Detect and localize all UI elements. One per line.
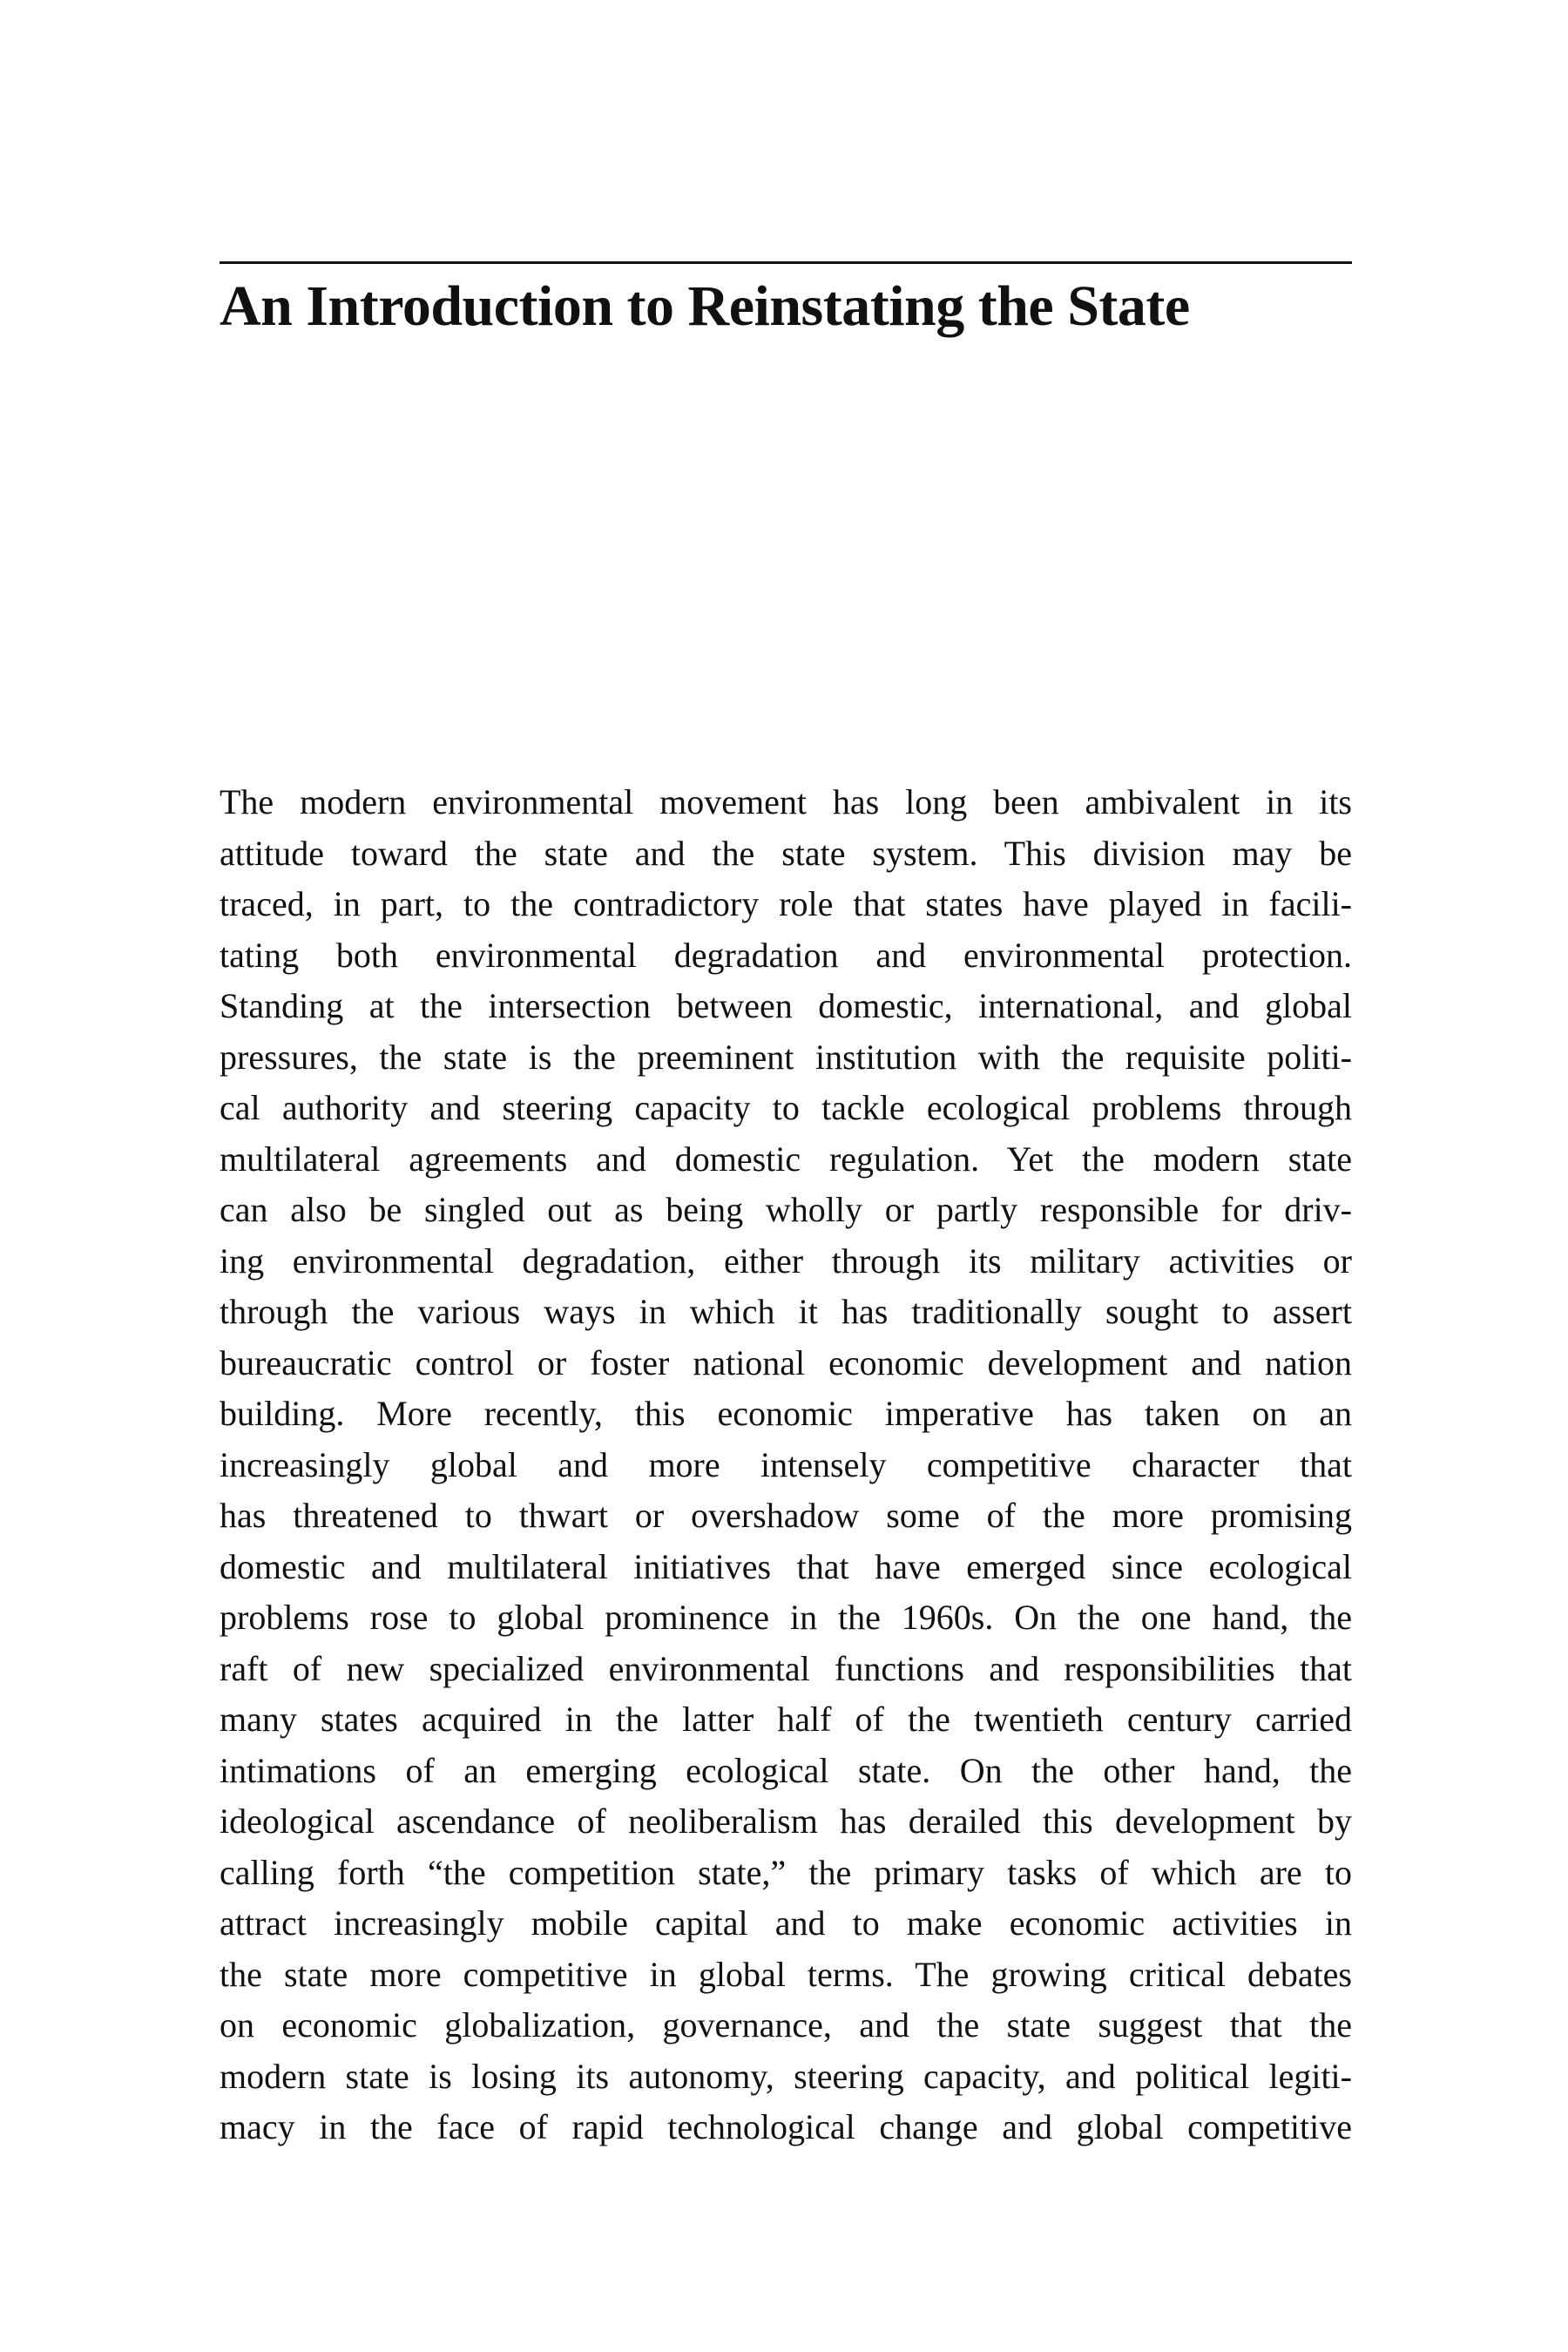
text-line: tating both environmental degradation and environmental protection. bbox=[220, 935, 1352, 975]
text-line: problems rose to global prominence in the 1960s. On the one hand, the bbox=[220, 1598, 1352, 1637]
text-line: traced, in part, to the contradictory role that states have played in facili- bbox=[220, 884, 1352, 923]
chapter-title: An Introduction to Reinstating the State bbox=[220, 274, 1190, 338]
body-paragraph bbox=[220, 777, 1352, 2153]
text-line: attitude toward the state and the state system. This division may be bbox=[220, 833, 1352, 873]
text-line: many states acquired in the latter half of the twentieth century carried bbox=[220, 1700, 1352, 1739]
text-line: macy in the face of rapid technological change and global competitive bbox=[220, 2107, 1352, 2146]
text-line: Standing at the intersection between domestic, international, and global bbox=[220, 986, 1352, 1025]
text-line: on economic globalization, governance, and the state suggest that the bbox=[220, 2005, 1352, 2044]
text-line: The modern environmental movement has long been ambivalent in its bbox=[220, 782, 1352, 821]
text-line: through the various ways in which it has traditionally sought to assert bbox=[220, 1292, 1352, 1331]
text-line: modern state is losing its autonomy, steering capacity, and political legiti- bbox=[220, 2056, 1352, 2096]
text-line: building. More recently, this economic imperative has taken on an bbox=[220, 1394, 1352, 1433]
text-line: domestic and multilateral initiatives that have emerged since ecological bbox=[220, 1546, 1352, 1586]
text-line: intimations of an emerging ecological state. On the other hand, the bbox=[220, 1750, 1352, 1790]
text-line: the state more competitive in global terms. The growing critical debates bbox=[220, 1954, 1352, 1994]
text-line: calling forth “the competition state,” the primary tasks of which are to bbox=[220, 1852, 1352, 1892]
text-line: raft of new specialized environmental functions and responsibilities that bbox=[220, 1648, 1352, 1688]
text-line: bureaucratic control or foster national economic development and nation bbox=[220, 1342, 1352, 1382]
text-line: pressures, the state is the preeminent institution with the requisite politi- bbox=[220, 1037, 1352, 1077]
text-line: can also be singled out as being wholly or partly responsible for driv- bbox=[220, 1190, 1352, 1229]
text-line: ideological ascendance of neoliberalism has derailed this development by bbox=[220, 1801, 1352, 1841]
text-line: multilateral agreements and domestic regulation. Yet the modern state bbox=[220, 1139, 1352, 1179]
text-line: ing environmental degradation, either through its military activities or bbox=[220, 1240, 1352, 1281]
title-rule bbox=[220, 261, 1352, 264]
text-line: has threatened to thwart or overshadow some of the more promising bbox=[220, 1496, 1352, 1535]
text-line: attract increasingly mobile capital and to make economic activities in bbox=[220, 1903, 1352, 1943]
text-line: cal authority and steering capacity to tackle ecological problems through bbox=[220, 1088, 1352, 1127]
text-line: increasingly global and more intensely competitive character that bbox=[220, 1444, 1352, 1484]
